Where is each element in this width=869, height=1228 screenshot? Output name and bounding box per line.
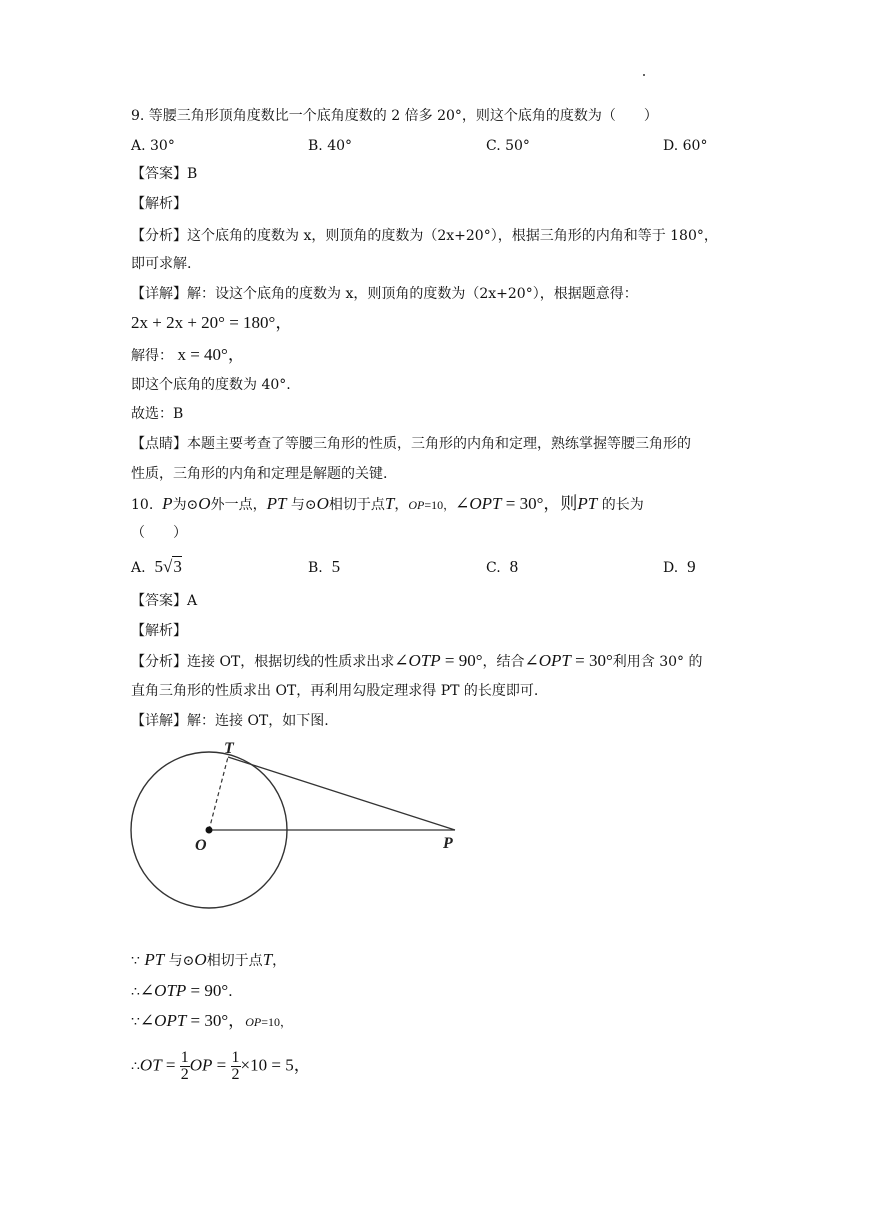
q10-var-op: OP bbox=[408, 498, 425, 512]
q10-option-a-label: A. bbox=[131, 560, 146, 576]
q9-stem: 9. 等腰三角形顶角度数比一个底角度数的 2 倍多 20°，则这个底角的度数为（ ） bbox=[131, 108, 658, 124]
because-symbol: ∵ bbox=[131, 953, 140, 969]
q10-var-pt: PT bbox=[144, 950, 165, 969]
q10-text: = 90° bbox=[186, 981, 229, 1000]
label-p: P bbox=[443, 835, 453, 852]
q10-analysis-text: = 90° bbox=[440, 651, 483, 670]
q10-option-d bbox=[663, 557, 696, 578]
q9-analysis-line1: 【分析】这个底角的度数为 x，则顶角的度数为（2x+20°），根据三角形的内角和等于 180°， bbox=[131, 228, 718, 244]
because-symbol: ∵ bbox=[131, 1014, 140, 1030]
q10-var-o: O bbox=[198, 494, 211, 513]
q10-var-o: O bbox=[316, 494, 329, 513]
therefore-symbol: ∴ bbox=[131, 984, 140, 1000]
q10-text: 的长为 bbox=[601, 497, 644, 513]
fraction-denominator: 2 bbox=[231, 1066, 240, 1083]
q10-analysis-heading: 【解析】 bbox=[131, 623, 187, 639]
q10-option-c-label: C. bbox=[486, 560, 501, 576]
q9-solve-line bbox=[131, 345, 245, 366]
q9-option-d: D. 60° bbox=[663, 138, 708, 154]
q10-text: 为⊙ bbox=[172, 497, 199, 513]
q10-var-op: OP bbox=[189, 1055, 213, 1075]
q10-var-p: P bbox=[162, 494, 173, 513]
fraction-half bbox=[180, 1050, 190, 1083]
q10-stem bbox=[131, 494, 644, 515]
q10-text: 相切于点 bbox=[328, 497, 385, 513]
q10-var-ot: OT bbox=[139, 1055, 162, 1075]
q9-equation-1: 2x + 2x + 20° = 180°， bbox=[131, 313, 293, 332]
q10-var-pt: PT bbox=[266, 494, 287, 513]
q10-angle-opt: ∠OPT bbox=[455, 494, 502, 513]
q10-option-a bbox=[131, 557, 182, 578]
q10-text: = 30°，则 bbox=[501, 494, 578, 513]
q10-step-1 bbox=[131, 950, 286, 971]
q10-option-d-label: D. bbox=[663, 560, 679, 576]
q10-text: 与⊙ bbox=[168, 953, 195, 969]
q10-analysis-line2: 直角三角形的性质求出 OT，再利用勾股定理求得 PT 的长度即可. bbox=[131, 683, 539, 699]
label-o: O bbox=[195, 837, 207, 854]
q9-answer: 【答案】B bbox=[131, 166, 198, 182]
q9-comment-line1: 【点睛】本题主要考查了等腰三角形的性质，三角形的内角和定理，熟练掌握等腰三角形的 bbox=[131, 436, 691, 452]
fraction-numerator: 1 bbox=[231, 1049, 240, 1066]
q9-choice: 故选：B bbox=[131, 406, 184, 422]
q10-option-b-label: B. bbox=[308, 560, 323, 576]
fraction-half bbox=[231, 1050, 241, 1083]
q9-solve-label: 解得： bbox=[131, 348, 173, 364]
q10-analysis-text: ，结合 bbox=[482, 654, 525, 670]
radius-ot-dashed bbox=[209, 757, 228, 830]
label-t: T bbox=[224, 740, 234, 757]
q10-angle-opt: ∠OPT bbox=[139, 1011, 187, 1030]
q10-number: 10. bbox=[131, 497, 154, 513]
q10-text: =10， bbox=[261, 1015, 292, 1029]
q9-analysis-line2: 即可求解. bbox=[131, 256, 192, 272]
q10-angle-opt: ∠OPT bbox=[524, 651, 571, 670]
q10-var-o: O bbox=[194, 950, 207, 969]
q10-var-pt: PT bbox=[577, 494, 598, 513]
q10-step-3 bbox=[131, 1011, 292, 1032]
q10-option-b-value: 5 bbox=[331, 557, 341, 576]
q10-analysis-text: 利用含 30° 的 bbox=[612, 654, 703, 670]
q10-option-b bbox=[308, 557, 340, 578]
fraction-denominator: 2 bbox=[180, 1066, 189, 1083]
q10-paren: （ ） bbox=[131, 525, 187, 541]
q10-text: ， bbox=[272, 953, 287, 969]
q10-step-4 bbox=[131, 1050, 311, 1083]
q10-option-c bbox=[486, 557, 518, 578]
q9-equation-2: x = 40°， bbox=[177, 345, 245, 364]
q10-var-op: OP bbox=[245, 1015, 262, 1029]
q10-answer: 【答案】A bbox=[131, 593, 198, 609]
q10-text: = bbox=[212, 1055, 231, 1075]
q10-text: =10， bbox=[424, 498, 456, 512]
fraction-numerator: 1 bbox=[180, 1049, 189, 1066]
q9-analysis-heading: 【解析】 bbox=[131, 196, 187, 212]
sqrt-radicand: 3 bbox=[173, 557, 182, 576]
q10-angle-otp: ∠OTP bbox=[139, 981, 187, 1000]
q10-option-c-value: 8 bbox=[509, 557, 519, 576]
q10-option-a-value: 5√3 bbox=[154, 557, 182, 576]
q10-text: ， bbox=[394, 497, 409, 513]
q10-text: = 30°， bbox=[186, 1011, 246, 1030]
sqrt-coefficient: 5 bbox=[154, 557, 163, 576]
q10-option-d-value: 9 bbox=[687, 557, 696, 576]
therefore-symbol: ∴ bbox=[131, 1058, 140, 1075]
q10-text: 与⊙ bbox=[290, 497, 317, 513]
q10-var-t: T bbox=[384, 494, 395, 513]
q9-detail: 【详解】解：设这个底角的度数为 x，则顶角的度数为（2x+20°），根据题意得： bbox=[131, 286, 638, 302]
q10-var-t: T bbox=[262, 950, 273, 969]
q10-text: ×10 = 5， bbox=[240, 1055, 311, 1075]
q9-option-c: C. 50° bbox=[486, 138, 530, 154]
page-dot bbox=[643, 74, 645, 76]
q10-analysis-line1 bbox=[131, 651, 703, 672]
q10-analysis-text: 【分析】连接 OT，根据切线的性质求出求 bbox=[131, 654, 395, 670]
q9-conclusion: 即这个底角的度数为 40°. bbox=[131, 377, 291, 393]
q10-text: ． bbox=[228, 984, 243, 1000]
q10-text: = bbox=[161, 1055, 180, 1075]
center-point-o bbox=[206, 827, 213, 834]
q10-text: 外一点， bbox=[210, 497, 267, 513]
q9-comment-line2: 性质，三角形的内角和定理是解题的关键. bbox=[131, 466, 388, 482]
q10-text: 相切于点 bbox=[206, 953, 263, 969]
q10-detail: 【详解】解：连接 OT，如下图. bbox=[131, 713, 329, 729]
q9-option-a: A. 30° bbox=[131, 138, 175, 154]
q10-analysis-text: = 30° bbox=[570, 651, 613, 670]
q9-option-b: B. 40° bbox=[308, 138, 353, 154]
tangent-figure bbox=[125, 735, 470, 920]
q10-step-2 bbox=[131, 981, 242, 1002]
tangent-pt bbox=[228, 757, 455, 830]
q10-angle-otp: ∠OTP bbox=[394, 651, 441, 670]
